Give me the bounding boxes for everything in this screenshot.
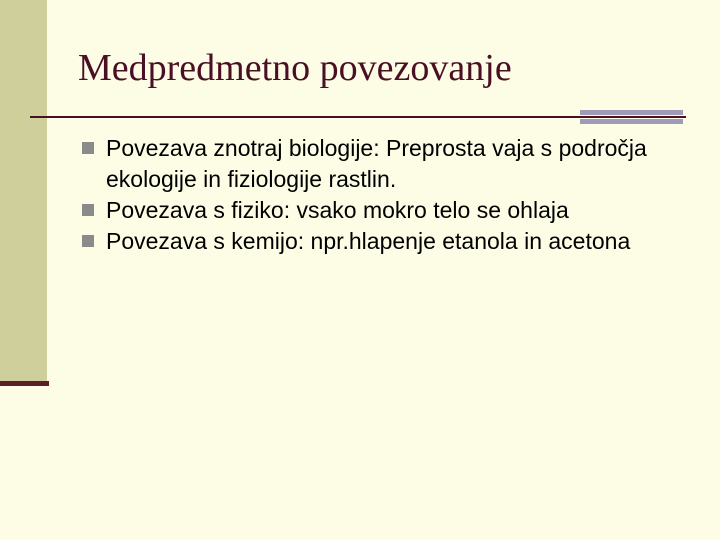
accent-bar-top [580,110,683,115]
slide-title: Medpredmetno povezovanje [78,47,512,89]
bullet-item [82,226,712,257]
square-bullet-icon [82,142,94,154]
square-bullet-icon [82,204,94,216]
left-band-base-line [0,381,49,386]
square-bullet-icon [82,235,94,247]
bullet-item [82,133,712,195]
bullet-item [82,195,712,226]
bullet-text: Povezava znotraj biologije: Preprosta vaja s področja ekologije in fiziologije rastlin. [106,135,647,192]
bullet-text: Povezava s fiziko: vsako mokro telo se ohlaja [106,197,569,223]
accent-bar-bottom [580,119,683,124]
title-underline-accent [580,110,683,124]
left-decorative-band [0,0,47,383]
bullet-list [82,133,712,257]
bullet-text: Povezava s kemijo: npr.hlapenje etanola in acetona [106,228,631,254]
